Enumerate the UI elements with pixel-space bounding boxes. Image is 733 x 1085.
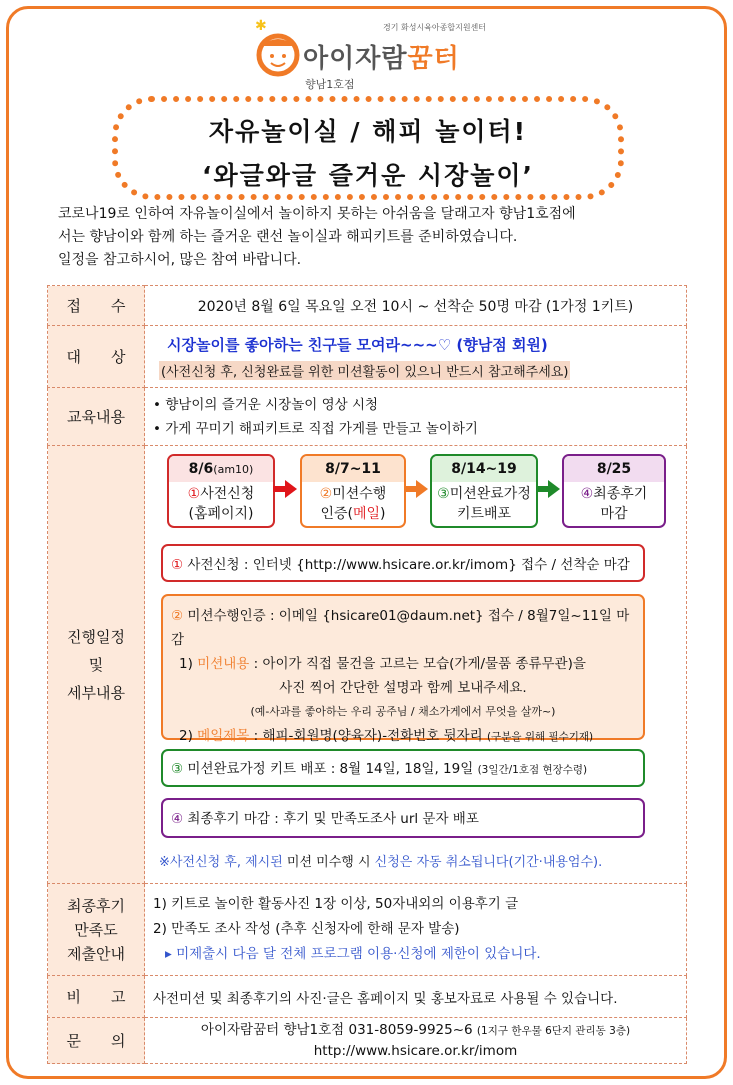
final-content: [145, 884, 687, 976]
step2-s1-prefix: 1): [179, 656, 193, 672]
row-inquiry: [48, 1018, 687, 1064]
note-part-a: ※사전신청 후, 제시된: [159, 855, 287, 870]
step4-num: ④: [171, 811, 184, 827]
row-schedule: [48, 446, 687, 884]
step1-text: 사전신청 : 인터넷 {http://www.hsicare.or.kr/imom} 접수 / 선착순 마감: [187, 557, 630, 573]
intro-line1: 코로나19로 인하여 자유놀이실에서 놀이하지 못하는 아쉬움을 달래고자 향남1호점에: [58, 206, 576, 222]
info-table: [47, 285, 687, 1064]
remark-text: 사전미션 및 최종후기의 사진·글은 홈페이지 및 홍보자료로 사용될 수 있습니다.: [145, 976, 687, 1018]
inquiry-url[interactable]: http://www.hsicare.or.kr/imom: [313, 1043, 518, 1059]
flow-step2-num: ②: [319, 486, 333, 502]
intro-text: [58, 203, 698, 272]
step3-small: (3일간/1호점 현장수령): [477, 764, 588, 776]
flow-arrow-3: [536, 480, 560, 498]
flow-step2-body: [302, 482, 404, 524]
row-remark: [48, 976, 687, 1018]
inquiry-line1: [153, 1020, 678, 1041]
target-content: [145, 326, 687, 388]
title-line1: 자유놀이실 / 해피 놀이터!: [208, 117, 528, 146]
schedule-label: [48, 446, 145, 884]
flow-step1-body: [169, 482, 273, 524]
remark-label: 비 고: [48, 976, 145, 1018]
row-reception: [48, 286, 687, 326]
schedule-note: [159, 851, 602, 870]
step2-num: ②: [171, 608, 184, 624]
flow-step1-num: ①: [187, 486, 201, 502]
title-line2: ‘와글와글 즐거운 시장놀이’: [201, 161, 535, 190]
intro-line2: 서는 향남이와 함께 하는 즐거운 랜선 놀이실과 해피키트를 준비하였습니다.: [58, 229, 518, 245]
reception-label: 접 수: [48, 286, 145, 326]
step2-box: [161, 594, 645, 744]
flow-step2-date: 8/7~11: [302, 456, 404, 482]
final-line2: 2) 만족도 조사 작성 (추후 신청자에 한해 문자 발송): [153, 921, 460, 937]
logo: [255, 18, 495, 90]
step2-s1-example: (예-사과를 좋아하는 우리 공주님 / 채소가게에서 무엇을 살까~): [250, 705, 556, 718]
step2-s1: [171, 652, 635, 676]
flow-arrow-1: [273, 480, 297, 498]
flow-step4-line2: 마감: [600, 506, 628, 522]
title-box: [112, 96, 624, 200]
flow-step4: [562, 454, 666, 528]
education-content: [145, 388, 687, 446]
step2-head: [171, 604, 635, 652]
flow-step4-date: 8/25: [564, 456, 664, 482]
education-item2: • 가게 꾸미기 해피키트로 직접 가게를 만들고 놀이하기: [153, 420, 478, 437]
branch-name: 향남1호점: [305, 78, 355, 91]
brand-name: [303, 38, 460, 75]
flow-step4-num: ④: [580, 486, 594, 502]
step2-s1-line2: 사진 찍어 간단한 설명과 함께 보내주세요.: [279, 680, 527, 696]
schedule-flow: [145, 446, 686, 876]
final-line3: ▸ 미제출시 다음 달 전체 프로그램 이용·신청에 제한이 있습니다.: [165, 946, 541, 962]
final-label2: 만족도: [74, 920, 118, 939]
flow-step1-date: [169, 456, 273, 482]
brand-name-b: 꿈터: [407, 44, 460, 74]
step2-s2-small: (구분을 위해 필수기재): [486, 731, 594, 743]
schedule-label2: 및: [88, 655, 104, 674]
step3-text: 미션완료가정 키트 배포 : 8월 14일, 18일, 19일: [187, 761, 474, 777]
flow-step2-line2c: ): [380, 506, 386, 522]
brand-name-a: 아이자람: [303, 44, 408, 74]
step2-s2-label: 메일제목: [197, 728, 250, 744]
step2-s2-text: : 해피-회원명(양육자)-전화번호 뒷자리: [249, 728, 483, 744]
schedule-label3: 세부내용: [67, 683, 125, 702]
step2-head-text: 미션수행인증 : 이메일 {hsicare01@daum.net} 접수 / 8월7일~11일 마감: [171, 608, 630, 648]
schedule-content: [145, 446, 687, 884]
flow-step3-num: ③: [437, 486, 450, 502]
step1-num: ①: [171, 557, 184, 573]
final-label1: 최종후기: [67, 896, 125, 915]
final-label3: 제출안내: [67, 944, 125, 963]
flow-step3-line2: 키트배포: [456, 506, 512, 522]
note-part-c: 신청은 자동 취소됩니다(기간·내용엄수).: [370, 855, 603, 870]
education-item1: • 향남이의 즐거운 시장놀이 영상 시청: [153, 396, 379, 413]
flow-step3-line1: 미션완료가정: [449, 486, 531, 502]
flow-step3-body: [432, 482, 536, 524]
flow-step3: [430, 454, 538, 528]
flow-step1-date-small: (am10): [213, 463, 254, 476]
row-target: [48, 326, 687, 388]
final-line1: 1) 키트로 놀이한 활동사진 1장 이상, 50자내외의 이용후기 글: [153, 896, 519, 912]
intro-line3: 일정을 참고하시어, 많은 참여 바랍니다.: [58, 252, 302, 268]
inquiry-line1-text: 아이자람꿈터 향남1호점 031-8059-9925~6: [200, 1022, 473, 1038]
step1-box: [161, 544, 645, 582]
flow-step2-line2a: 인증(: [320, 506, 353, 522]
step3-box: [161, 749, 645, 787]
flow-step1-date-main: 8/6: [188, 461, 214, 477]
step4-text: 최종후기 마감 : 후기 및 만족도조사 url 문자 배포: [187, 811, 479, 827]
step2-s2-prefix: 2): [179, 728, 193, 744]
flow-step3-date: 8/14~19: [432, 456, 536, 482]
flow-step1-line1: 사전신청: [200, 486, 255, 502]
center-name: 경기 화성시육아종합지원센터: [383, 23, 487, 32]
inquiry-line1-small: (1지구 한우물 6단지 관리동 3층): [476, 1025, 631, 1037]
row-final: [48, 884, 687, 976]
inquiry-label: 문 의: [48, 1018, 145, 1064]
flow-step4-line1: 최종후기: [593, 486, 648, 502]
sparkle-icon: ✱: [255, 18, 267, 34]
step2-s1-label: 미션내용: [197, 656, 250, 672]
row-education: [48, 388, 687, 446]
education-label: 교육내용: [48, 388, 145, 446]
child-face-logo-icon: [255, 28, 301, 78]
inquiry-content: [145, 1018, 687, 1064]
flow-step4-body: [564, 482, 664, 524]
step4-box: [161, 798, 645, 838]
final-label: [48, 884, 145, 976]
step2-s2: [171, 724, 635, 749]
flow-step2-line1: 미션수행: [332, 486, 387, 502]
flow-step2-line2b: 메일: [352, 506, 381, 522]
flow-step1: [167, 454, 275, 528]
step2-s1-text: : 아이가 직접 물건을 고르는 모습(가게/물품 종류무관)을: [249, 656, 586, 672]
target-label: 대 상: [48, 326, 145, 388]
target-line2: (사전신청 후, 신청완료를 위한 미션활동이 있으니 반드시 참고해주세요): [159, 361, 570, 380]
reception-text: 2020년 8월 6일 목요일 오전 10시 ~ 선착순 50명 마감 (1가정 1키트): [145, 286, 687, 326]
flow-step1-line2: (홈페이지): [188, 506, 254, 522]
schedule-label1: 진행일정: [67, 627, 125, 646]
flow-arrow-2: [404, 480, 428, 498]
target-line1: 시장놀이를 좋아하는 친구들 모여라~~~♡ (향남점 회원): [167, 335, 548, 354]
flow-step2: [300, 454, 406, 528]
step3-num: ③: [171, 761, 184, 777]
note-part-b: 미션 미수행 시: [286, 855, 371, 870]
